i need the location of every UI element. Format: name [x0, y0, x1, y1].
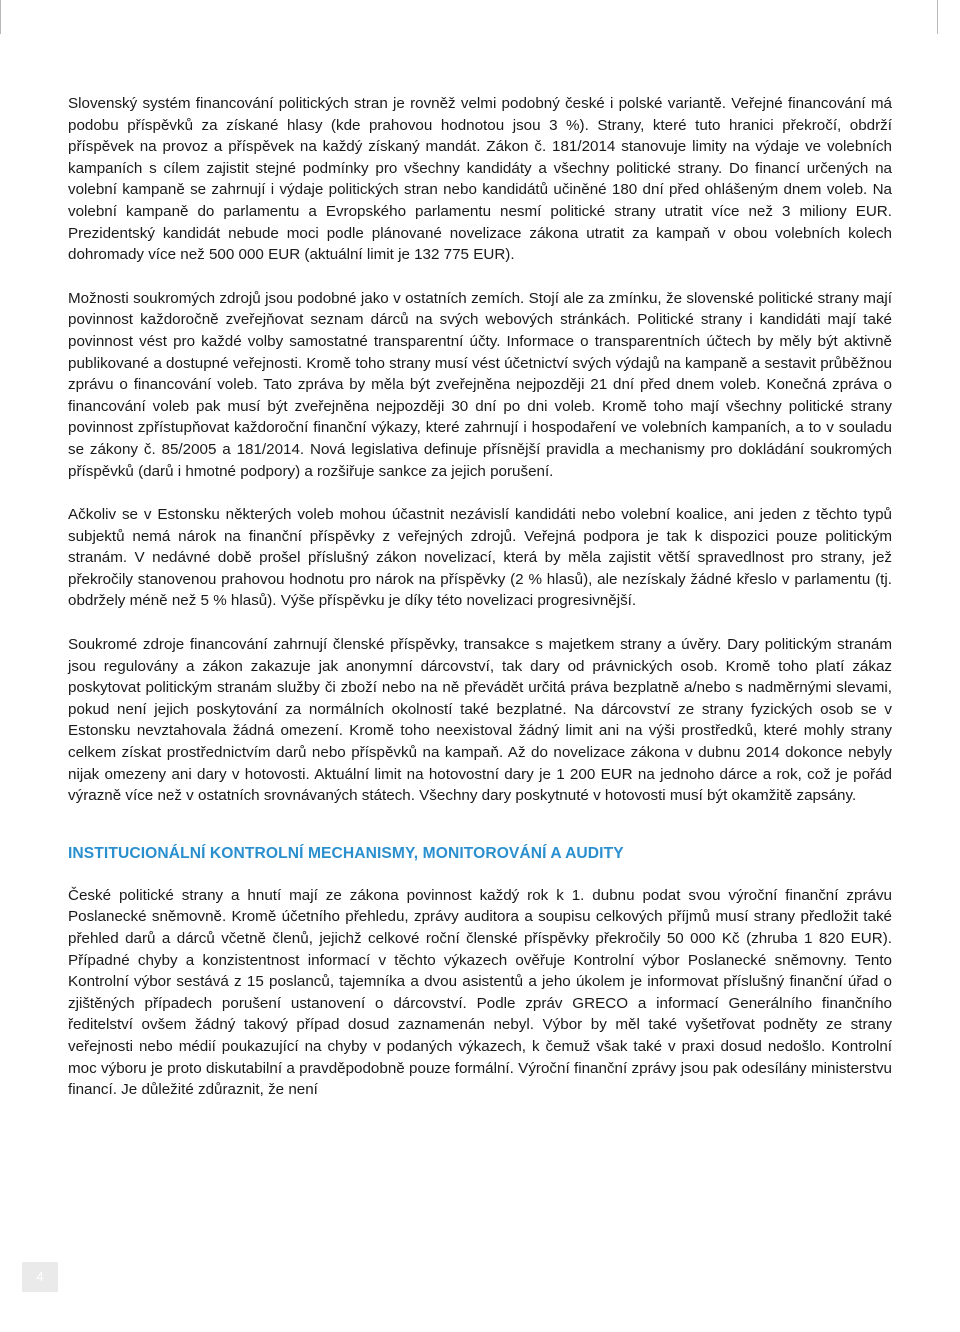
paragraph-estonia-public-funding: Ačkoliv se v Estonsku některých voleb mohou účastnit nezávislí kandidáti nebo volební koalice, ani jeden z těchto typů subjektů nemá nárok na finanční příspěvky z veřejných zdrojů. Veřejná podpora je tak k dispozici pouze politickým stranám. V nedávné době prošel příslušný zákon novelizací, která by měla zajistit větší spravedlnost pro strany, jež překročily stanovenou prahovou hodnotu pro nárok na příspěvky (2 % hlasů), ale nezískaly žádné křeslo v parlamentu (tj. obdržely méně než 5 % hlasů). Výše příspěvku je díky této novelizaci progresivnější. [68, 506, 892, 610]
paragraph-czech-control-mechanisms: České politické strany a hnutí mají ze zákona povinnost každý rok k 1. dubnu podat svou výroční finanční zprávu Poslanecké sněmovně. Kromě účetního přehledu, zprávy auditora a soupisu celkových příjmů musí strany předložit také přehled darů a dárců včetně členů, jejichž celkové roční členské příspěvky překročily 50 000 Kč (zhruba 1 820 EUR). Případné chyby a konzistentnost informací v těchto výkazech ověřuje Kontrolní výbor Poslanecké sněmovny. Tento Kontrolní výbor sestává z 15 poslanců, tajemníka a dvou asistentů a jeho úkolem je informovat příslušný finanční úřad o zjištěných případech porušení ustanovení o dárcovství. Podle zpráv GRECO a informací Generálního finančního ředitelství ovšem žádný takový případ dosud zaznamenán nebyl. Výbor by měl také vyšetřovat podněty ze strany veřejnosti nebo médií poukazující na chyby v podaných výkazech, k čemuž však také v praxi dosud nedošlo. Kontrolní moc výboru je proto diskutabilní a pravděpodobně pouze formální. Výroční finanční zprávy jsou pak odesílány ministerstvu financí. Je důležité zdůraznit, že není [68, 886, 892, 1099]
paragraph-slovakia-private-funding: Možnosti soukromých zdrojů jsou podobné jako v ostatních zemích. Stojí ale za zmínku, že slovenské politické strany mají povinnost každoročně zveřejňovat seznam dárců na svých webových stránkách. Politické strany i kandidáti mají také povinnost vést pro každé volby samostatné transparentní účty. Informace o transparentních účtech by měly být aktivně publikované a dostupné veřejnosti. Kromě toho strany musí vést účetnictví svých výdajů na kampaně a sestavit průběžnou zprávu o financování voleb. Tato zpráva by měla být zveřejněna nejpozději 21 dní před dnem voleb. Konečná zpráva o financování voleb pak musí být zveřejněna nejpozději 30 dní po dni voleb. Kromě toho mají všechny politické strany povinnost zpřístupňovat každoroční finanční výkazy, které zahrnují i hospodaření ve volebních kampaních, a to v souladu se zákony č. 85/2005 a 181/2014. Nová legislativa definuje přísnější pravidla a mechanismy pro dokládání soukromých příspěvků (darů i hmotné podpory) a rozšiřuje sankce za jejich porušení. [68, 289, 892, 480]
document-body [68, 93, 892, 1101]
section-heading: INSTITUCIONÁLNÍ KONTROLNÍ MECHANISMY, MONITOROVÁNÍ A AUDITY [68, 844, 624, 862]
crop-mark-top-right [937, 0, 938, 34]
crop-mark-top-left [0, 0, 1, 34]
page-number: 4 [22, 1262, 58, 1292]
paragraph-estonia-private-funding: Soukromé zdroje financování zahrnují členské příspěvky, transakce s majetkem strany a úvěry. Dary politickým stranám jsou regulovány a zákon zakazuje jak anonymní dárcovství, tak dary od právnických osob. Kromě toho platí zákaz poskytovat politickým stranám služby či zboží nebo na ně převádět určitá práva bezplatně a/nebo s nadměrnými slevami, pokud není jejich poskytování za normálních okolností také bezplatné. Na dárcovství ze strany fyzických osob se v Estonsku nevztahovala žádná omezení. Kromě toho neexistoval žádný limit ani na výši prostředků, které mohly strany celkem získat prostřednictvím darů nebo příspěvků na kampaň. Až do novelizace zákona v dubnu 2014 dokonce nebyly nijak omezeny ani dary v hotovosti. Aktuální limit na hotovostní dary je 1 200 EUR na jednoho dárce a rok, což je pořád výrazně více než v ostatních srovnávaných státech. Všechny dary poskytnuté v hotovosti musí být okamžitě zapsány. [68, 636, 892, 805]
paragraph-slovakia-public-funding: Slovenský systém financování politických stran je rovněž velmi podobný české i polské variantě. Veřejné financování má podobu příspěvků za získané hlasy (kde prahovou hodnotou jsou 3 %). Strany, které tuto hranici překročí, obdrží příspěvek na provoz a příspěvek na každý získaný mandát. Zákon č. 181/2014 stanovuje limity na výdaje ve volebních kampaních s cílem zajistit stejné podmínky pro všechny kandidáty a všechny politické strany. Do financí určených na volební kampaně se zahrnují i výdaje politických stran nebo kandidátů učiněné 180 dní před ohlášeným dnem voleb. Na volební kampaně do parlamentu a Evropského parlamentu nesmí politické strany utratit více než 3 miliony EUR. Prezidentský kandidát nebude moci podle plánované novelizace zákona utratit za kampaň v obou volebních kolech dohromady více než 500 000 EUR (aktuální limit je 132 775 EUR). [68, 95, 892, 264]
